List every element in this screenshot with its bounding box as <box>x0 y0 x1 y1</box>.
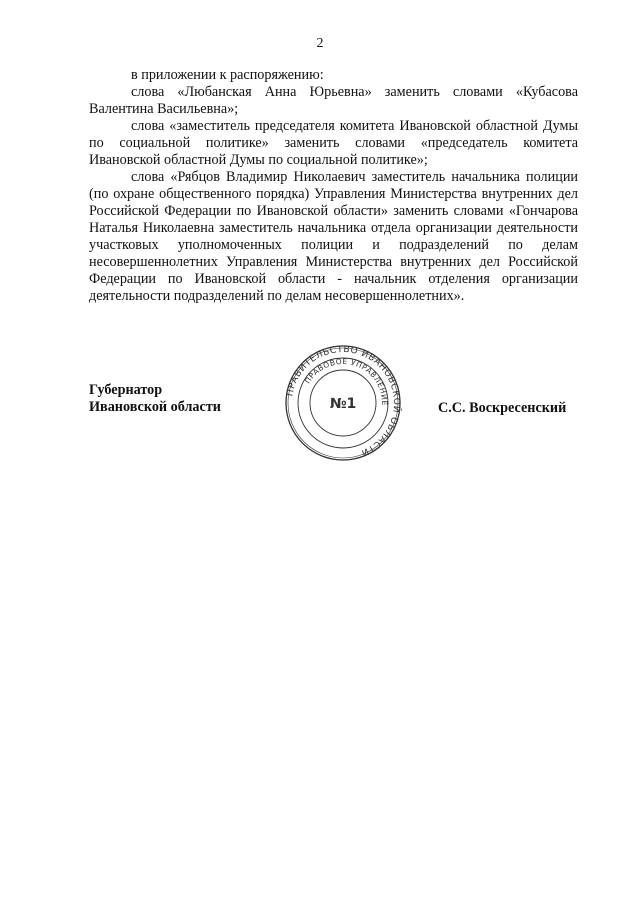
official-stamp <box>284 344 402 462</box>
paragraph-replacement-1: слова «Любанская Анна Юрьевна» заменить словами «Кубасова Валентина Васильевна»; <box>89 84 578 117</box>
signatory-title-line2: Ивановской области <box>89 399 221 415</box>
paragraph-replacement-2: слова «заместитель председателя комитета Ивановской областной Думы по социальной политике» заменить словами «председатель комитета Ивановской областной Думы по социальной политике»; <box>89 118 578 168</box>
paragraph-intro: в приложении к распоряжению: <box>131 67 324 83</box>
signatory-title-line1: Губернатор <box>89 382 163 398</box>
signatory-name: С.С. Воскресенский <box>438 400 567 416</box>
page-number: 2 <box>316 36 324 51</box>
stamp-outer-text: ПРАВИТЕЛЬСТВО ИВАНОВСКОЙ ОБЛАСТИ <box>285 344 402 458</box>
stamp-inner-text: ПРАВОВОЕ УПРАВЛЕНИЕ <box>302 356 390 406</box>
stamp-number: №1 <box>329 396 357 412</box>
signatory-title <box>89 382 221 416</box>
paragraph-replacement-3: слова «Рябцов Владимир Николаевич заместитель начальника полиции (по охране общественного порядка) Управления Министерства внутренних дел Российской Федерации по Ивановской области» заменить словами «Гончарова Наталья Николаевна заместитель начальника отдела организации деятельности участковых уполномоченных полиции и подразделений по делам несовершеннолетних Управления Министерства внутренних дел Российской Федерации по Ивановской области - начальник отделения организации деятельности подразделений по делам несовершеннолетних». <box>89 169 578 304</box>
document-body <box>89 67 578 305</box>
